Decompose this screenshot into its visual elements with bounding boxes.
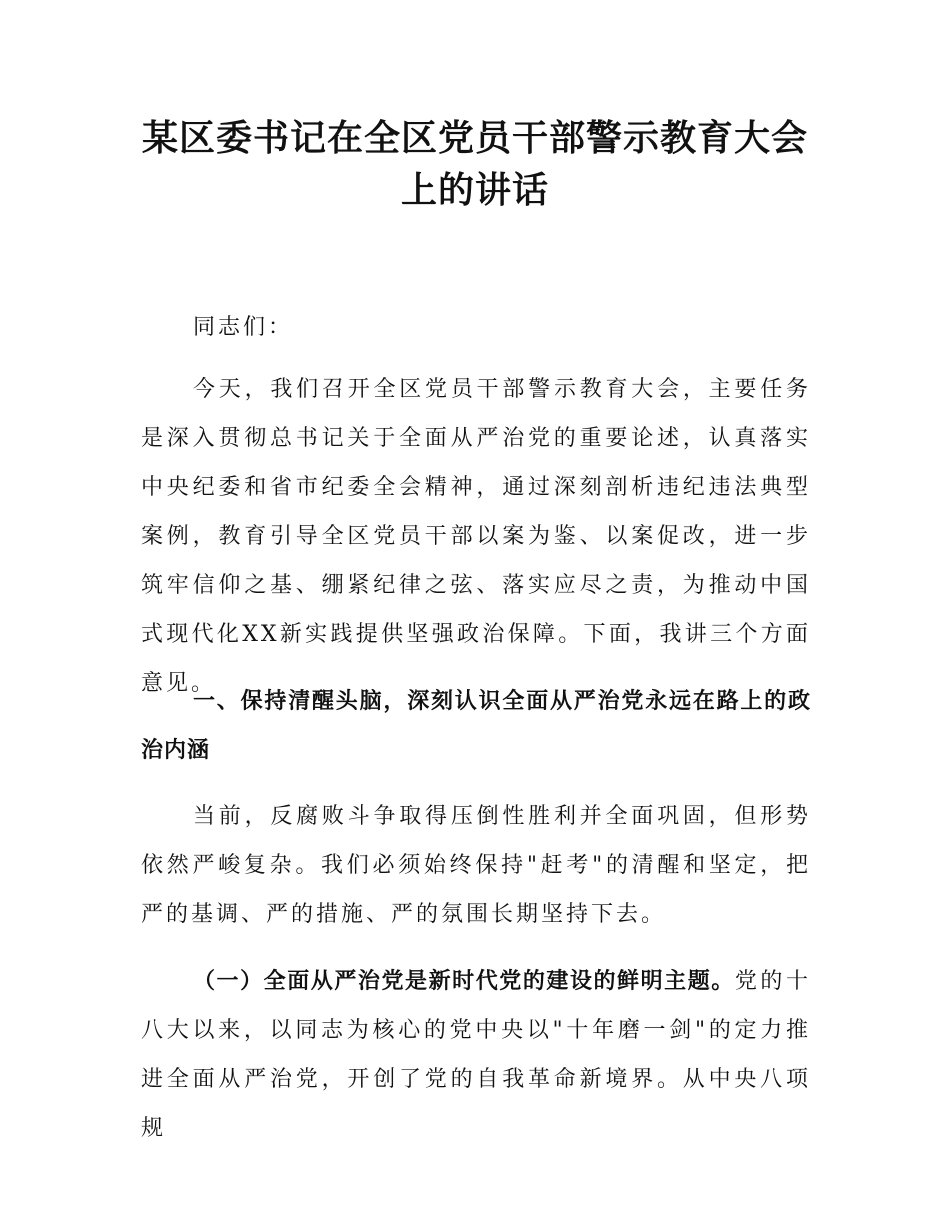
section-1-heading: 一、保持清醒头脑，深刻认识全面从严治党永远在路上的政治内涵 — [141, 689, 811, 763]
section-1-body: 当前，反腐败斗争取得压倒性胜利并全面巩固，但形势依然严峻复杂。我们必须始终保持"赶考"的清醒和坚定，把严的基调、严的措施、严的氛围长期坚持下去。 — [141, 804, 811, 927]
document-title: 某区委书记在全区党员干部警示教育大会上的讲话 — [141, 117, 808, 211]
subsection-1-heading: （一）全面从严治党是新时代党的建设的鲜明主题。 — [193, 969, 735, 994]
intro-paragraph: 今天，我们召开全区党员干部警示教育大会，主要任务是深入贯彻总书记关于全面从严治党的重要论述，认真落实中央纪委和省市纪委全会精神，通过深刻剖析违纪违法典型案例，教育引导全区党员干部以案为鉴、以案促改，进一步筑牢信仰之基、绷紧纪律之弦、落实应尽之责，为推动中国式现代化XX新实践提供坚强政治保障。下面，我讲三个方面意见。 — [141, 377, 811, 696]
subsection-1-body: 党的十八大以来，以同志为核心的党中央以"十年磨一剑"的定力推进全面从严治党，开创了党的自我革命新境界。从中央八项规 — [141, 969, 811, 1141]
subsection-1-paragraph — [141, 957, 811, 1153]
greeting: 同志们： — [193, 315, 294, 340]
